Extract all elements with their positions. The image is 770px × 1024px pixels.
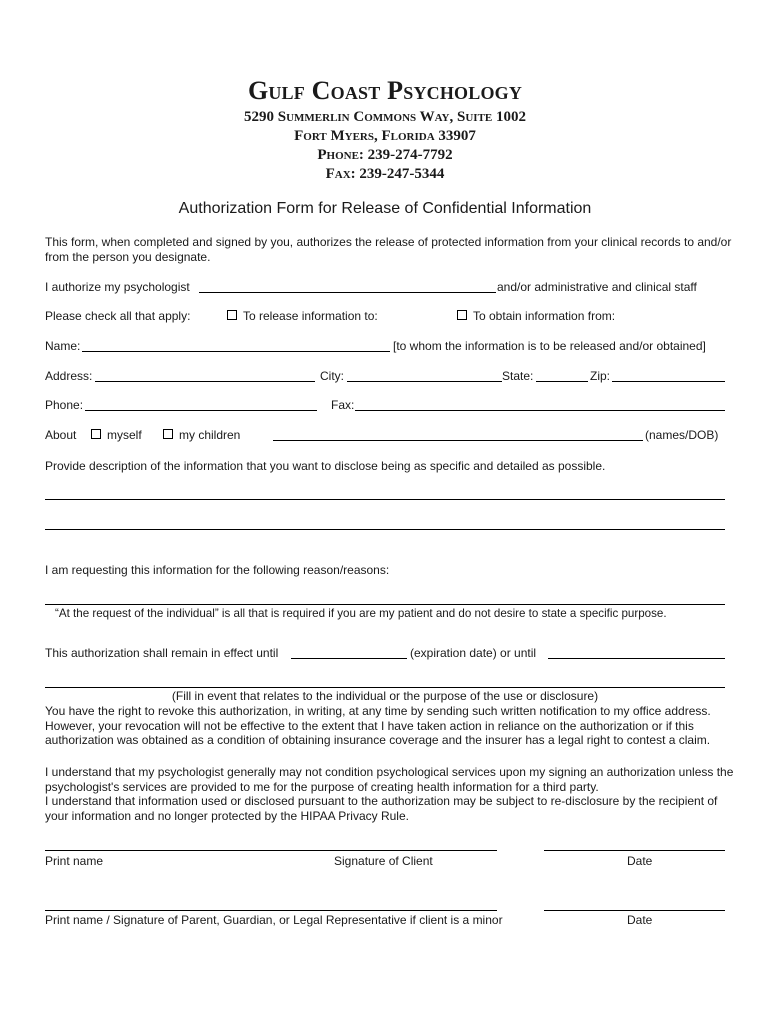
state-label: State: (502, 369, 534, 383)
myself-option-label: myself (107, 428, 142, 442)
effect-label: This authorization shall remain in effect until (45, 646, 279, 660)
expiration-date-field[interactable] (291, 658, 407, 659)
revoke-paragraph: You have the right to revoke this authorization, in writing, at any time by sending such written notification to my office address. However, your revocation will not be effective to the extent that I have taken action in reliance on the authorization or if this authorization was obtained as a condition of obtaining insurance coverage and the insurer has a legal right to contest a claim. (45, 704, 711, 748)
psychologist-name-field[interactable] (199, 292, 496, 293)
phone-label: Phone: (45, 398, 84, 412)
release-option[interactable] (227, 309, 378, 323)
until-event-field[interactable] (548, 658, 725, 659)
guardian-signature-line[interactable] (45, 910, 497, 911)
guardian-date-line[interactable] (544, 910, 725, 911)
state-field[interactable] (536, 381, 588, 382)
clinic-fax: Fax: 239-247-5344 (325, 166, 445, 182)
event-field[interactable] (45, 687, 725, 688)
clinic-address-line2: Fort Myers, Florida 33907 (294, 128, 476, 144)
address-label: Address: (45, 369, 93, 383)
redisclosure-paragraph: I understand that information used or disclosed pursuant to the authorization may be subject to re-disclosure by the recipient of your information and no longer protected by the HIPAA Privacy Rule. (45, 794, 718, 823)
obtain-option-label: To obtain information from: (473, 309, 616, 323)
release-option-label: To release information to: (243, 309, 378, 323)
obtain-checkbox[interactable] (457, 310, 467, 320)
date-label-1: Date (627, 854, 653, 868)
check-label: Please check all that apply: (45, 309, 191, 323)
names-dob-field[interactable] (273, 440, 643, 441)
description-prompt: Provide description of the information that you want to disclose being as specific and detailed as possible. (45, 459, 606, 473)
signature-client-label: Signature of Client (334, 854, 433, 868)
clinic-name: Gulf Coast Psychology (247, 76, 523, 105)
children-option-label: my children (179, 428, 241, 442)
authorize-label: I authorize my psychologist (45, 280, 190, 294)
clinic-address-line1: 5290 Summerlin Commons Way, Suite 1002 (243, 109, 526, 125)
myself-checkbox[interactable] (91, 429, 101, 439)
fax-label: Fax: (331, 398, 355, 412)
date-label-2: Date (627, 913, 653, 927)
effect-mid: (expiration date) or until (410, 646, 537, 660)
city-field[interactable] (347, 381, 502, 382)
address-field[interactable] (95, 381, 315, 382)
children-checkbox[interactable] (163, 429, 173, 439)
clinic-phone: Phone: 239-274-7792 (317, 147, 453, 163)
fill-note: (Fill in event that relates to the individual or the purpose of the use or disclosure) (171, 689, 599, 703)
description-line-1[interactable] (45, 499, 725, 500)
zip-label: Zip: (590, 369, 611, 383)
print-name-label: Print name (45, 854, 104, 868)
myself-option[interactable] (91, 428, 142, 442)
name-suffix: [to whom the information is to be released and/or obtained] (393, 339, 706, 353)
condition-paragraph: I understand that my psychologist generally may not condition psychological services upon my signing an authorization unless the psychologist's services are provided to me for the purpose of creating health information for a third party. (45, 765, 734, 794)
obtain-option[interactable] (457, 309, 615, 323)
children-option[interactable] (163, 428, 240, 442)
name-label: Name: (45, 339, 81, 353)
name-field[interactable] (82, 351, 390, 352)
client-date-line[interactable] (544, 850, 725, 851)
names-dob-suffix: (names/DOB) (645, 428, 719, 442)
reason-field[interactable] (45, 604, 725, 605)
reason-prompt: I am requesting this information for the following reason/reasons: (45, 563, 390, 577)
guardian-label: Print name / Signature of Parent, Guardian, or Legal Representative if client is a minor (45, 913, 503, 927)
reason-note: “At the request of the individual” is all that is required if you are my patient and do not desire to state a specific purpose. (55, 607, 667, 620)
phone-field[interactable] (85, 410, 317, 411)
city-label: City: (320, 369, 344, 383)
intro-text: This form, when completed and signed by you, authorizes the release of protected information from your clinical records to and/or from the person you designate. (45, 235, 732, 264)
about-label: About (45, 428, 77, 442)
description-line-2[interactable] (45, 529, 725, 530)
fax-field[interactable] (355, 410, 725, 411)
form-title: Authorization Form for Release of Confidential Information (178, 200, 592, 217)
authorize-suffix: and/or administrative and clinical staff (497, 280, 697, 294)
release-checkbox[interactable] (227, 310, 237, 320)
client-signature-line[interactable] (45, 850, 497, 851)
zip-field[interactable] (612, 381, 725, 382)
